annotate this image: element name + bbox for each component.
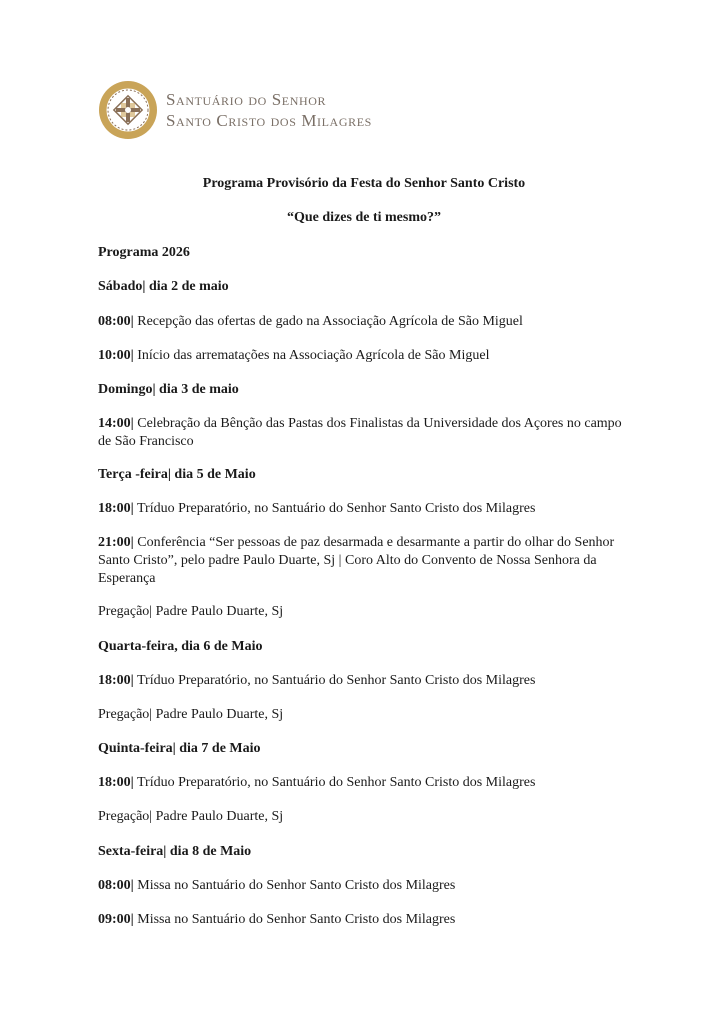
schedule-item	[98, 808, 628, 826]
schedule-item	[98, 774, 628, 792]
document-subtitle: “Que dizes de ti mesmo?”	[287, 210, 441, 225]
schedule-item	[98, 877, 628, 895]
item-time: 09:00|	[98, 912, 134, 927]
day-heading: Quarta-feira, dia 6 de Maio	[98, 639, 263, 654]
item-text: Celebração da Bênção das Pastas dos Finalistas da Universidade dos Açores no campo de São Francisco	[98, 416, 622, 449]
item-text: Pregação| Padre Paulo Duarte, Sj	[98, 604, 284, 619]
item-text: Recepção das ofertas de gado na Associação Agrícola de São Miguel	[133, 314, 523, 329]
schedule-item	[98, 347, 628, 365]
item-time: 18:00|	[98, 673, 134, 688]
logo-text	[166, 89, 372, 131]
item-text: Conferência “Ser pessoas de paz desarmada e desarmante a partir do olhar do Senhor Santo Cristo”, pelo padre Paulo Duarte, Sj | Coro Alto do Convento de Nossa Senhora da Esperança	[98, 535, 615, 586]
day-heading: Domingo| dia 3 de maio	[98, 382, 239, 397]
item-text: Tríduo Preparatório, no Santuário do Senhor Santo Cristo dos Milagres	[133, 673, 536, 688]
item-time: 10:00|	[98, 348, 134, 363]
schedule-item	[98, 603, 628, 621]
item-time: 21:00|	[98, 535, 134, 550]
logo-line-1: Santuário do Senhor	[166, 90, 327, 109]
item-text: Missa no Santuário do Senhor Santo Cristo dos Milagres	[133, 878, 456, 893]
schedule-item	[98, 706, 628, 724]
schedule-item	[98, 534, 628, 588]
item-text: Início das arrematações na Associação Agrícola de São Miguel	[133, 348, 490, 363]
day-heading: Sexta-feira| dia 8 de Maio	[98, 844, 252, 859]
day-heading: Quinta-feira| dia 7 de Maio	[98, 741, 261, 756]
schedule-item	[98, 313, 628, 331]
item-time: 08:00|	[98, 878, 134, 893]
item-time: 18:00|	[98, 501, 134, 516]
schedule-item	[98, 911, 628, 929]
logo-line-2: Santo Cristo dos Milagres	[166, 111, 372, 130]
day-heading: Sábado| dia 2 de maio	[98, 279, 229, 294]
item-time: 14:00|	[98, 416, 134, 431]
schedule-item	[98, 500, 628, 518]
day-heading: Terça -feira| dia 5 de Maio	[98, 467, 256, 482]
sanctuary-logo	[98, 80, 372, 140]
item-text: Tríduo Preparatório, no Santuário do Senhor Santo Cristo dos Milagres	[133, 775, 536, 790]
item-time: 18:00|	[98, 775, 134, 790]
item-text: Pregação| Padre Paulo Duarte, Sj	[98, 809, 284, 824]
item-text: Tríduo Preparatório, no Santuário do Senhor Santo Cristo dos Milagres	[133, 501, 536, 516]
schedule-item	[98, 672, 628, 690]
schedule-item	[98, 415, 628, 451]
item-time: 08:00|	[98, 314, 134, 329]
program-year: Programa 2026	[98, 245, 190, 260]
item-text: Pregação| Padre Paulo Duarte, Sj	[98, 707, 284, 722]
document-title: Programa Provisório da Festa do Senhor Santo Cristo	[202, 176, 526, 191]
item-text: Missa no Santuário do Senhor Santo Cristo dos Milagres	[133, 912, 456, 927]
sanctuary-seal-icon	[98, 80, 158, 140]
